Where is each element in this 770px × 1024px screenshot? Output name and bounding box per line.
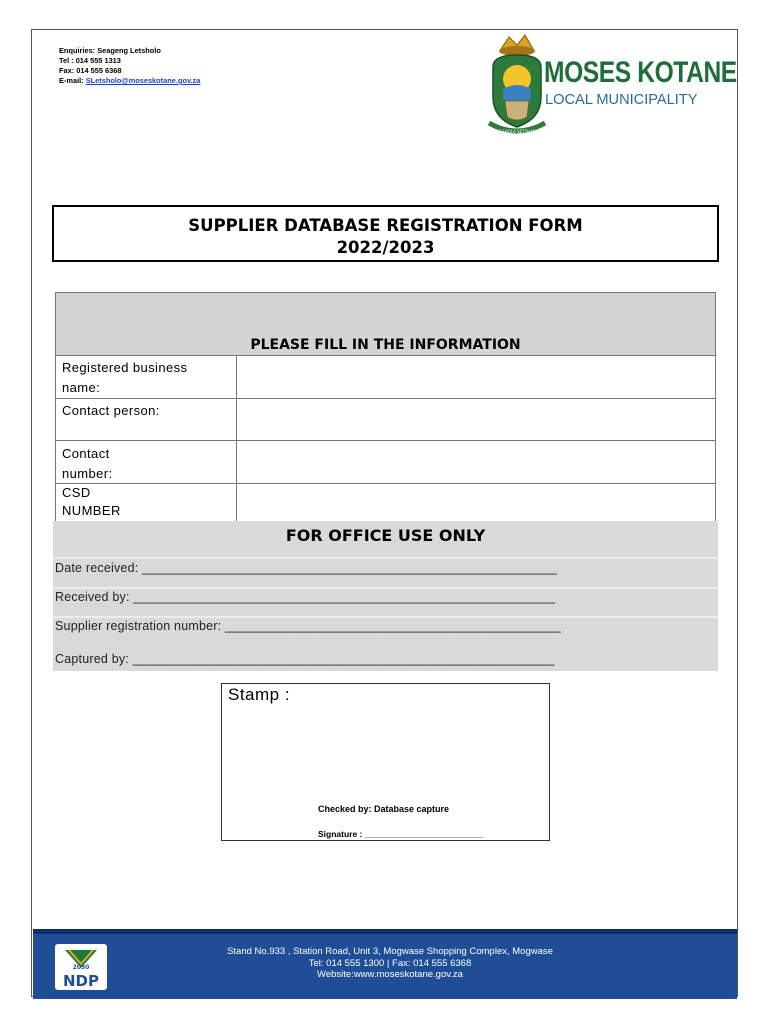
info-heading: PLEASE FILL IN THE INFORMATION bbox=[55, 292, 716, 356]
contact-number-field[interactable] bbox=[236, 441, 715, 483]
registered-business-name-field[interactable] bbox=[236, 356, 715, 398]
ndp-label: NDP bbox=[63, 972, 99, 990]
footer-address bbox=[140, 946, 640, 981]
row-contact-person bbox=[55, 399, 716, 441]
row-label-cont: number: bbox=[62, 466, 113, 481]
enquiries-email-row bbox=[59, 76, 200, 86]
enquiries-tel: Tel : 014 555 1313 bbox=[59, 56, 121, 65]
row-registered-business-name bbox=[55, 356, 716, 399]
enquiries-name: Enquiries: Seageng Letsholo bbox=[59, 46, 161, 55]
ndp-year: 2030 bbox=[72, 964, 90, 971]
footer-line-contacts: Tel: 014 555 1300 | Fax: 014 555 6368 bbox=[308, 957, 472, 969]
contact-person-field[interactable] bbox=[236, 399, 715, 440]
stamp-box bbox=[221, 683, 550, 841]
signature-line[interactable]: Signature : _________________________ bbox=[318, 829, 483, 839]
footer-line-website: Website:www.moseskotane.gov.za bbox=[317, 969, 463, 980]
divider bbox=[53, 616, 718, 618]
crest-icon bbox=[489, 35, 545, 134]
stamp-label: Stamp : bbox=[228, 685, 291, 704]
form-year: 2022/2023 bbox=[336, 238, 435, 257]
ndp-icon bbox=[55, 944, 107, 990]
form-title: SUPPLIER DATABASE REGISTRATION FORM bbox=[188, 216, 583, 235]
office-use-section bbox=[53, 521, 718, 671]
logo-subtitle: LOCAL MUNICIPALITY bbox=[545, 92, 698, 108]
email-label: E-mail: bbox=[59, 76, 86, 85]
enquiries-fax: Fax: 014 555 6368 bbox=[59, 66, 122, 75]
footer-top-stripe bbox=[33, 929, 737, 934]
ndp-logo bbox=[55, 944, 107, 990]
row-label: Registered business bbox=[62, 360, 188, 375]
csd-number-field[interactable] bbox=[236, 484, 715, 521]
divider bbox=[53, 557, 718, 559]
footer-line-address: Stand No.933 , Station Road, Unit 3, Mogwase Shopping Complex, Mogwase bbox=[227, 946, 553, 957]
email-link[interactable]: SLetsholo@moseskotane.gov.za bbox=[85, 76, 201, 85]
received-by-line[interactable]: Received by: ___________________________________________________________ bbox=[55, 590, 556, 604]
captured-by-line[interactable]: Captured by: ___________________________________________________________ bbox=[55, 652, 555, 666]
logo-motto: RE SHOLA SETSHABA bbox=[495, 129, 539, 134]
checked-by-text: Checked by: Database capture bbox=[318, 804, 450, 814]
date-received-line[interactable]: Date received: __________________________________________________________ bbox=[55, 561, 557, 575]
row-label: Contact bbox=[62, 446, 110, 461]
enquiries-block bbox=[59, 46, 200, 86]
logo-name: MOSES KOTANE bbox=[544, 56, 737, 89]
supplier-registration-number-line[interactable]: Supplier registration number: _______________________________________________ bbox=[55, 619, 562, 633]
row-contact-number bbox=[55, 441, 716, 484]
row-label: Contact person: bbox=[62, 403, 160, 418]
row-csd-number bbox=[55, 484, 716, 522]
row-label-cont: NUMBER bbox=[62, 503, 121, 518]
form-title-box bbox=[52, 205, 719, 262]
divider bbox=[53, 587, 718, 589]
row-label: CSD bbox=[62, 485, 91, 500]
row-label-cont: name: bbox=[62, 380, 101, 395]
office-title: FOR OFFICE USE ONLY bbox=[285, 526, 486, 545]
